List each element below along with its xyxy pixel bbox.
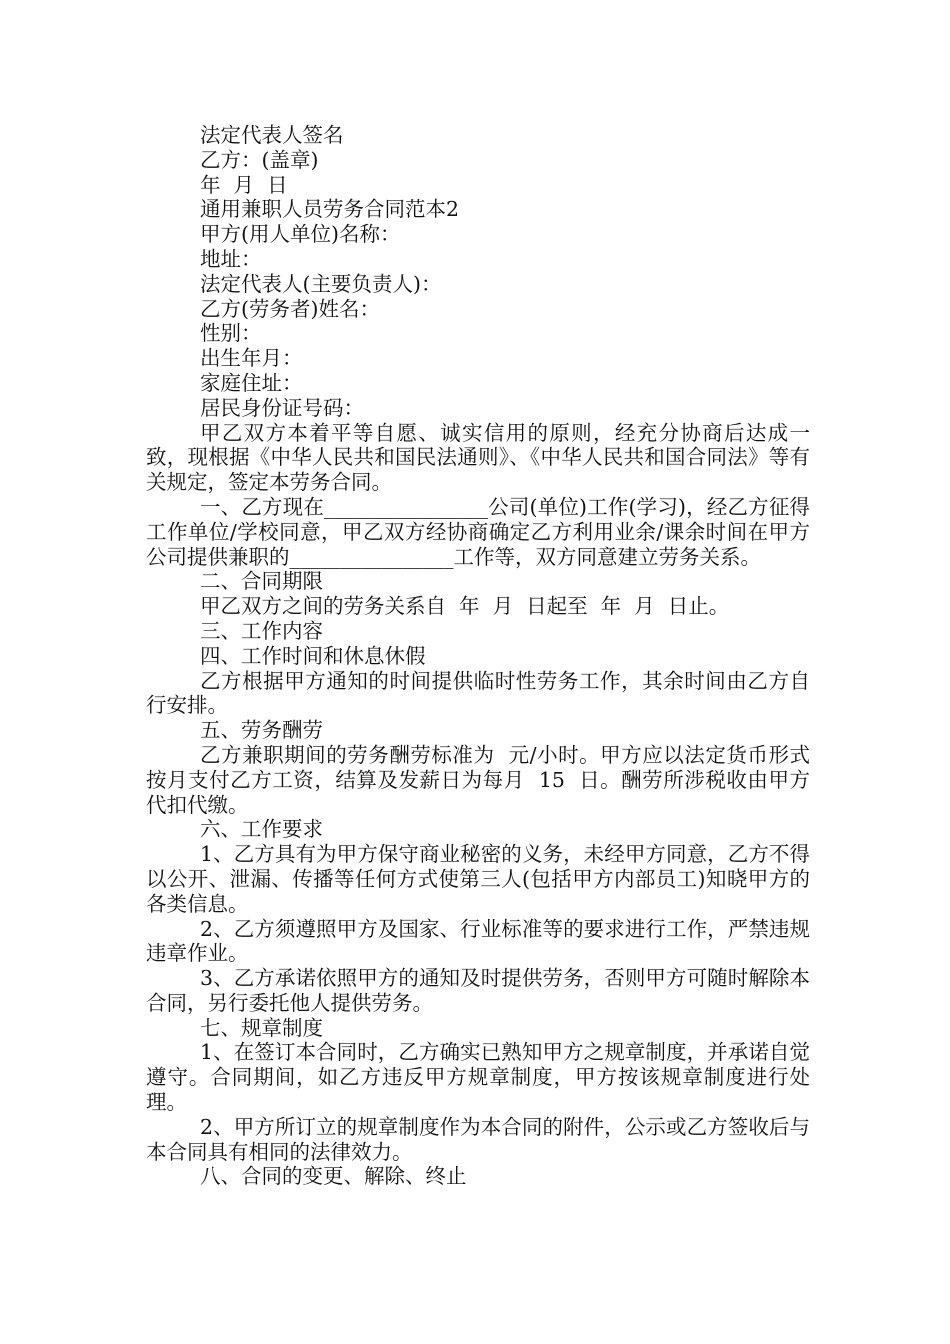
section-8-heading: 八、合同的变更、解除、终止 [200,1164,467,1189]
work-time-paragraph: 乙方根据甲方通知的时间提供临时性劳务工作，其余时间由乙方自行安排。 [146,668,810,718]
remuneration-paragraph: 乙方兼职期间的劳务酬劳标准为 元/小时。甲方应以法定货币形式按月支付乙方工资，结算及发薪日为每月 15 日。酬劳所涉税收由甲方代扣代缴。 [146,742,810,817]
requirement-3-paragraph: 3、乙方承诺依照甲方的通知及时提供劳务，否则甲方可随时解除本合同，另行委托他人提供劳务。 [146,966,810,1015]
home-address-line: 家庭住址： [200,370,303,395]
legal-representative-line: 法定代表人(主要负责人)： [200,271,442,296]
requirement-2-paragraph: 2、乙方须遵照甲方及国家、行业标准等的要求进行工作，严禁违规违章作业。 [146,916,810,966]
section-4-heading: 四、工作时间和休息休假 [200,643,426,668]
party-b-seal-line: 乙方：(盖章) [200,147,319,172]
rules-2-paragraph: 2、甲方所订立的规章制度作为本合同的附件，公示或乙方签收后与本合同具有相同的法律效力。 [146,1114,810,1164]
document-body [146,123,810,1189]
contract-term-paragraph: 甲乙双方之间的劳务关系自 年 月 日起至 年 月 日止。 [200,594,730,619]
signature-line: 法定代表人签名 [200,123,344,147]
document-title: 通用兼职人员劳务合同范本2 [200,197,460,222]
rules-1-paragraph: 1、在签订本合同时，乙方确实已熟知甲方之规章制度，并承诺自觉遵守。合同期间，如乙方违反甲方规章制度，甲方按该规章制度进行处理。 [146,1040,810,1115]
address-line: 地址： [200,246,262,271]
id-number-line: 居民身份证号码： [200,395,364,420]
birth-date-line: 出生年月： [200,346,303,371]
party-a-name-line: 甲方(用人单位)名称： [200,222,401,247]
preamble-paragraph: 甲乙双方本着平等自愿、诚实信用的原则，经充分协商后达成一致，现根据《中华人民共和国民法通则》、《中华人民共和国合同法》等有关规定，签定本劳务合同。 [146,420,810,495]
clause-1-paragraph: 一、乙方现在________________公司(单位)工作(学习)，经乙方征得工作单位/学校同意，甲乙双方经协商确定乙方利用业余/课余时间在甲方公司提供兼职的________________工作等，双方同意建立劳务关系。 [146,494,810,569]
section-7-heading: 七、规章制度 [200,1015,323,1040]
section-5-heading: 五、劳务酬劳 [200,718,323,743]
section-6-heading: 六、工作要求 [200,817,323,842]
section-2-heading: 二、合同期限 [200,569,323,594]
date-line: 年 月 日 [200,172,288,197]
requirement-1-paragraph: 1、乙方具有为甲方保守商业秘密的义务，未经甲方同意，乙方不得以公开、泄漏、传播等任何方式使第三人(包括甲方内部员工)知晓甲方的各类信息。 [146,842,810,916]
gender-line: 性别： [200,321,262,346]
section-3-heading: 三、工作内容 [200,618,323,643]
party-b-name-line: 乙方(劳务者)姓名： [200,296,380,321]
